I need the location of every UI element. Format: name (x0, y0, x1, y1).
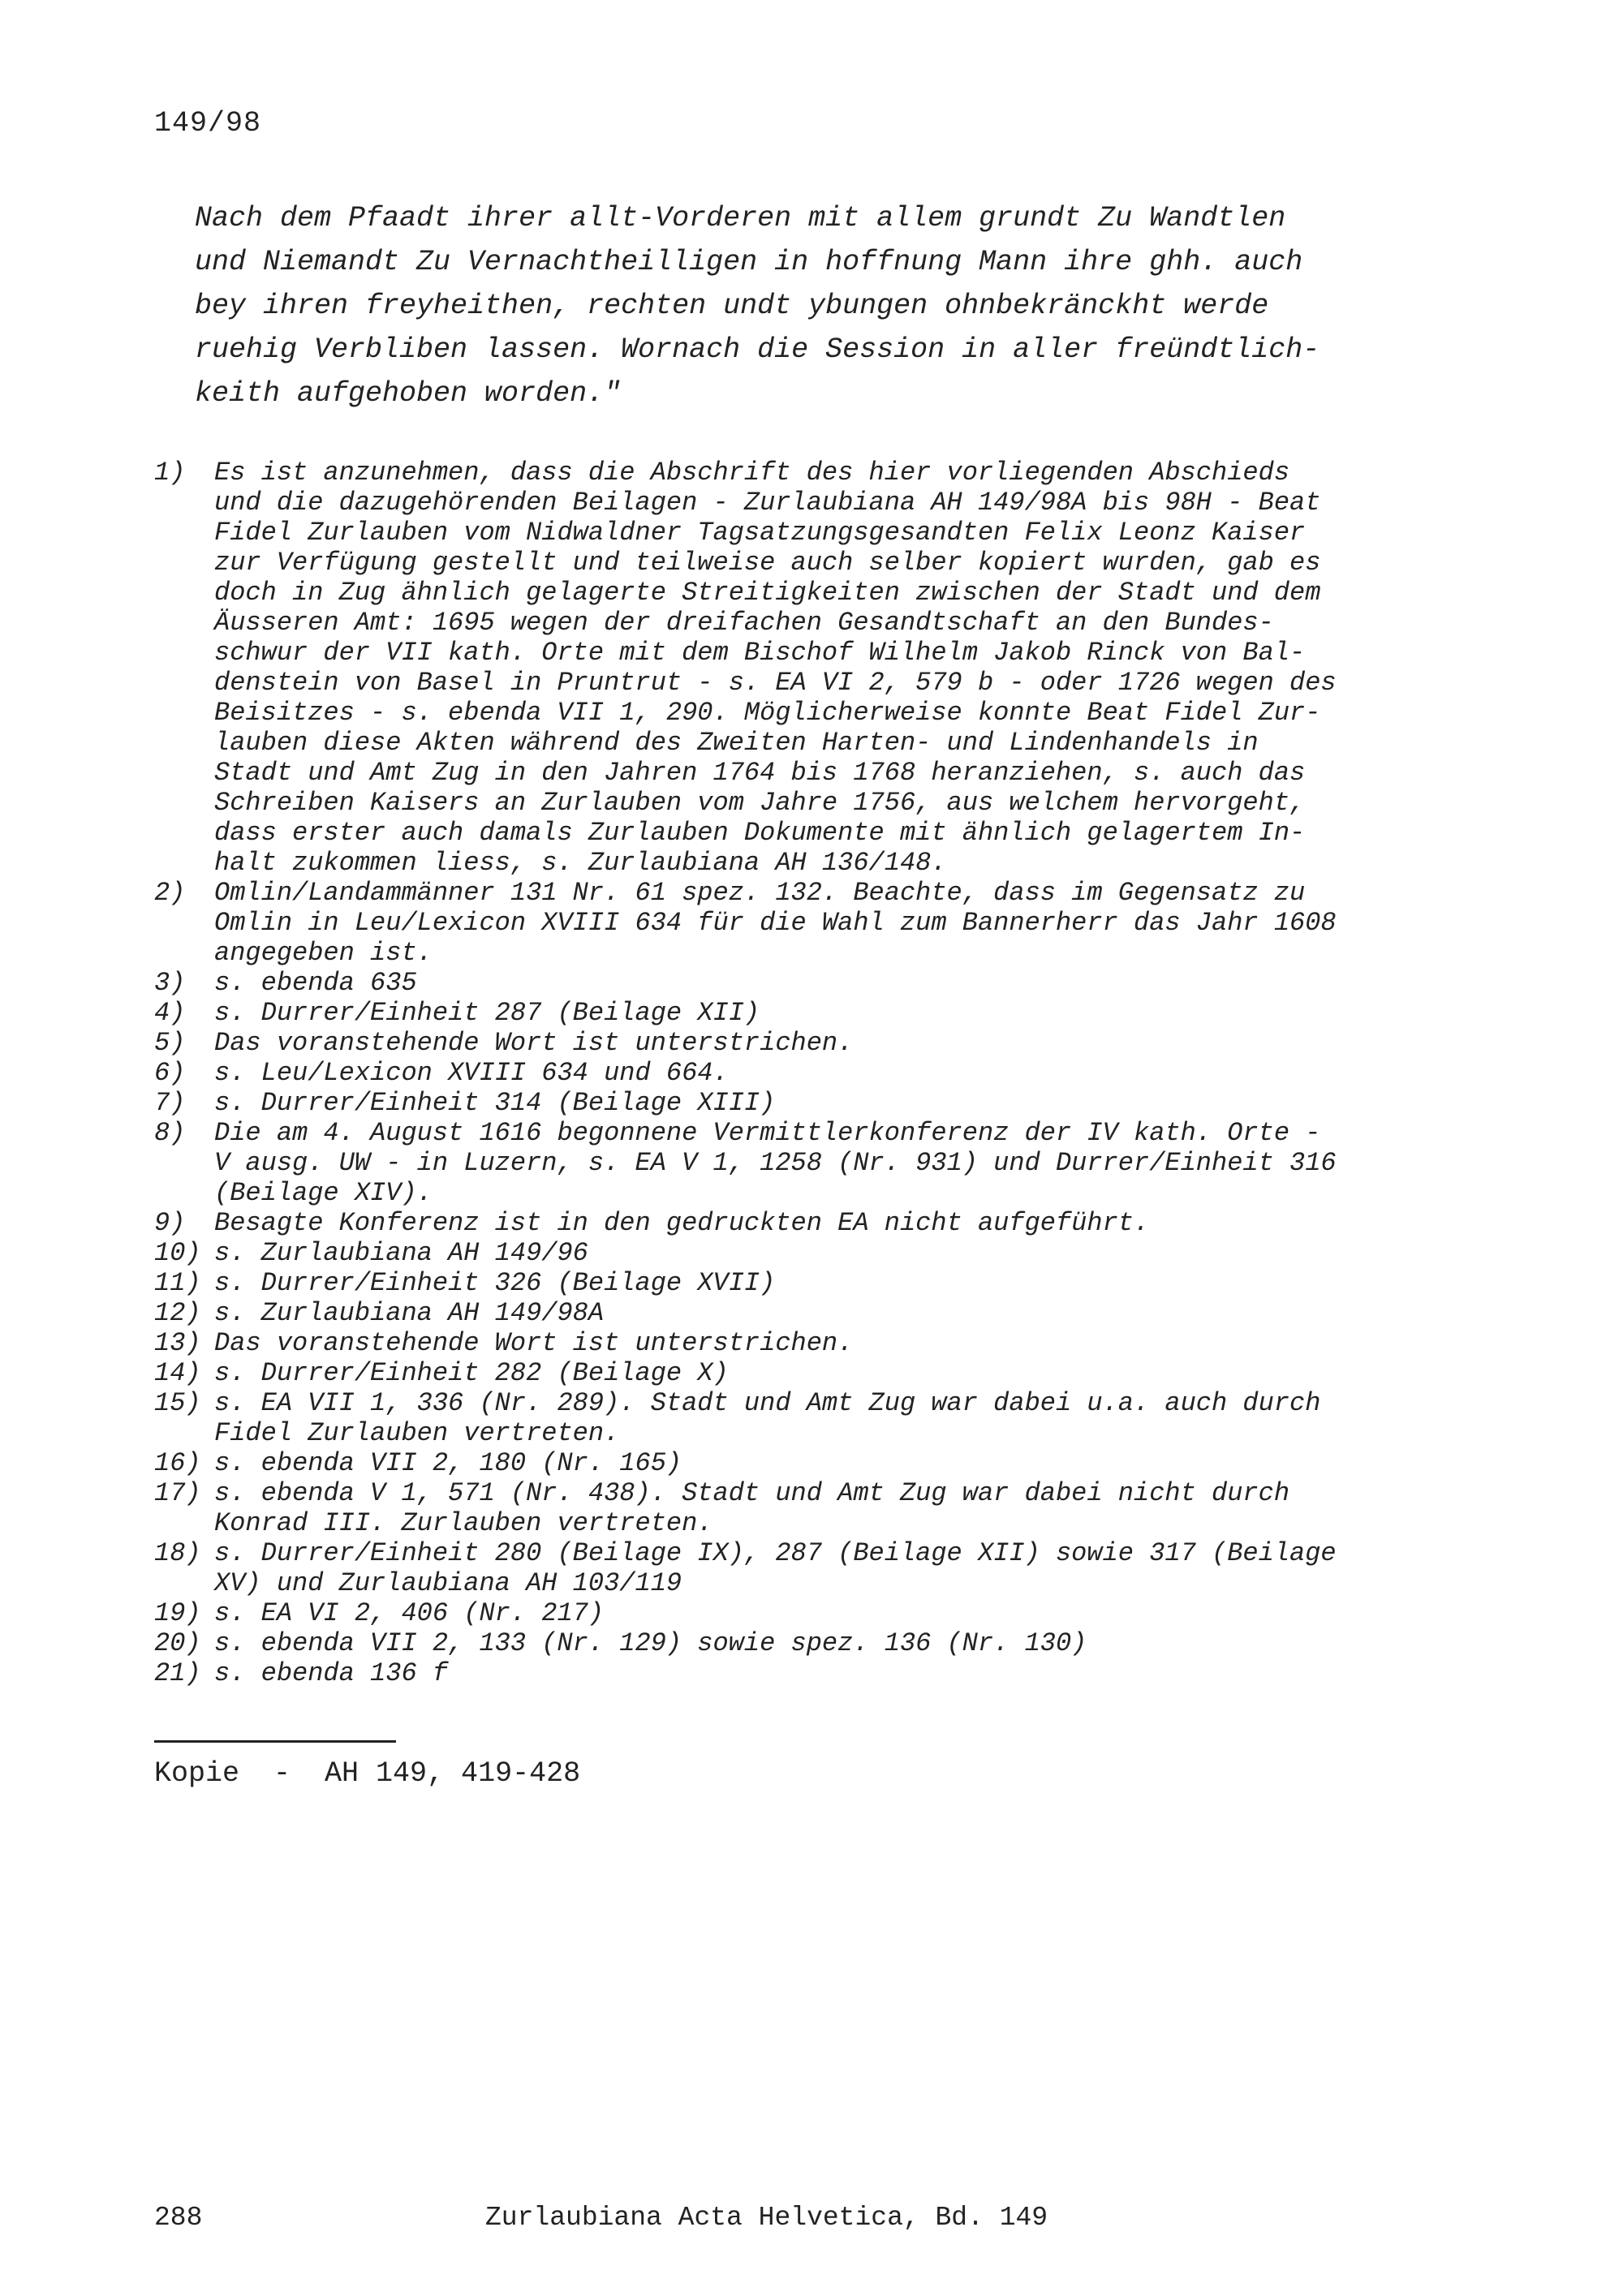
footnote-line: s. ebenda V 1, 571 (Nr. 438). Stadt und Amt Zug war dabei nicht durch (214, 1478, 1290, 1508)
footnote-line: Besagte Konferenz ist in den gedruckten EA nicht aufgeführt. (214, 1208, 1150, 1238)
footnote-text (214, 1388, 1420, 1448)
footnote-line: (Beilage XIV). (214, 1178, 433, 1208)
footnote-text (214, 1628, 1420, 1658)
footnote-item (154, 998, 1420, 1028)
footnote-item (154, 1088, 1420, 1118)
footnote-item (154, 1538, 1420, 1598)
source-note: Kopie - AH 149, 419-428 (154, 1757, 581, 1790)
footnote-text (214, 1298, 1420, 1328)
footnote-line: s. Zurlaubiana AH 149/98A (214, 1298, 605, 1328)
footnote-line: Das voranstehende Wort ist unterstrichen. (214, 1328, 854, 1358)
page-reference: 149/98 (154, 107, 262, 140)
footnote-item (154, 1478, 1420, 1538)
footnote-text (214, 1598, 1420, 1628)
footnote-text (214, 1238, 1420, 1268)
footnote-text (214, 1358, 1420, 1388)
footnote-number: 20) (154, 1628, 201, 1658)
footnote-line: V ausg. UW - in Luzern, s. EA V 1, 1258 (Nr. 931) und Durrer/Einheit 316 (214, 1148, 1337, 1178)
footnote-item (154, 1448, 1420, 1478)
footnote-line: s. Zurlaubiana AH 149/96 (214, 1238, 588, 1268)
footnote-line: zur Verfügung gestellt und teilweise auch selber kopiert wurden, gab es (214, 548, 1321, 578)
footnote-text (214, 1208, 1420, 1238)
footnote-item (154, 1058, 1420, 1088)
footnote-number: 12) (154, 1298, 201, 1328)
footnote-text (214, 1658, 1420, 1688)
footnote-line: s. Durrer/Einheit 282 (Beilage X) (214, 1358, 729, 1388)
quoted-passage (195, 196, 1428, 415)
footnote-item (154, 1598, 1420, 1628)
quote-line: ruehig Verbliben lassen. Wornach die Session in aller freündtlich- (195, 333, 1320, 366)
footnote-text (214, 1088, 1420, 1118)
footnote-text (214, 1478, 1420, 1538)
footnote-item (154, 1388, 1420, 1448)
footnote-number: 6) (154, 1058, 186, 1088)
footnote-number: 19) (154, 1598, 201, 1628)
footnote-line: Fidel Zurlauben vom Nidwaldner Tagsatzungsgesandten Felix Leonz Kaiser (214, 518, 1306, 548)
footnote-line: Äusseren Amt: 1695 wegen der dreifachen Gesandtschaft an den Bundes- (214, 608, 1274, 638)
footnote-line: und die dazugehörenden Beilagen - Zurlaubiana AH 149/98A bis 98H - Beat (214, 488, 1321, 518)
footnote-text (214, 968, 1420, 998)
footnote-line: Die am 4. August 1616 begonnene Vermittlerkonferenz der IV kath. Orte - (214, 1118, 1321, 1148)
footnote-item (154, 968, 1420, 998)
quote-line: keith aufgehoben worden." (195, 377, 622, 410)
footnote-line: s. Durrer/Einheit 280 (Beilage IX), 287 (Beilage XII) sowie 317 (Beilage (214, 1538, 1337, 1568)
footnote-line: s. Durrer/Einheit 287 (Beilage XII) (214, 998, 760, 1028)
footnote-number: 21) (154, 1658, 201, 1688)
footnote-item (154, 1628, 1420, 1658)
footnote-number: 13) (154, 1328, 201, 1358)
footnote-separator-rule (154, 1740, 396, 1743)
footnote-number: 14) (154, 1358, 201, 1388)
footnote-line: s. EA VI 2, 406 (Nr. 217) (214, 1598, 605, 1628)
footnote-number: 17) (154, 1478, 201, 1508)
footnote-line: Beisitzes - s. ebenda VII 1, 290. Möglicherweise konnte Beat Fidel Zur- (214, 698, 1321, 728)
footnote-number: 7) (154, 1088, 186, 1118)
quote-line: und Niemandt Zu Vernachtheilligen in hoffnung Mann ihre ghh. auch (195, 246, 1303, 278)
footnote-line: s. ebenda VII 2, 180 (Nr. 165) (214, 1448, 682, 1478)
footnote-text (214, 1538, 1420, 1598)
footnote-number: 10) (154, 1238, 201, 1268)
footnote-line: Stadt und Amt Zug in den Jahren 1764 bis 1768 heranziehen, s. auch das (214, 758, 1306, 788)
footnote-text (214, 1328, 1420, 1358)
footnote-text (214, 1448, 1420, 1478)
footnote-text (214, 1058, 1420, 1088)
footnote-line: schwur der VII kath. Orte mit dem Bischof Wilhelm Jakob Rinck von Bal- (214, 638, 1306, 668)
footnote-text (214, 878, 1420, 968)
footnote-line: Omlin in Leu/Lexicon XVIII 634 für die Wahl zum Bannerherr das Jahr 1608 (214, 908, 1337, 938)
footnote-line: s. ebenda VII 2, 133 (Nr. 129) sowie spez. 136 (Nr. 130) (214, 1628, 1087, 1658)
footnote-line: doch in Zug ähnlich gelagerte Streitigkeiten zwischen der Stadt und dem (214, 578, 1321, 608)
footnote-item (154, 1298, 1420, 1328)
footnote-item (154, 1658, 1420, 1688)
footnote-line: denstein von Basel in Pruntrut - s. EA VI 2, 579 b - oder 1726 wegen des (214, 668, 1337, 698)
footnote-line: XV) und Zurlaubiana AH 103/119 (214, 1568, 682, 1598)
footnote-item (154, 1118, 1420, 1208)
footnote-line: s. ebenda 635 (214, 968, 417, 998)
footnote-line: lauben diese Akten während des Zweiten Harten- und Lindenhandels in (214, 728, 1259, 758)
footnote-text (214, 1028, 1420, 1058)
footnote-text (214, 458, 1420, 878)
footnote-text (214, 1118, 1420, 1208)
footnote-number: 15) (154, 1388, 201, 1418)
footer-publication-title: Zurlaubiana Acta Helvetica, Bd. 149 (485, 2203, 1048, 2233)
footnote-item (154, 458, 1420, 878)
footnote-line: Omlin/Landammänner 131 Nr. 61 spez. 132. Beachte, dass im Gegensatz zu (214, 878, 1306, 908)
footnote-line: s. Leu/Lexicon XVIII 634 und 664. (214, 1058, 729, 1088)
footnote-item (154, 1328, 1420, 1358)
footnote-number: 9) (154, 1208, 186, 1238)
footnote-line: Es ist anzunehmen, dass die Abschrift des hier vorliegenden Abschieds (214, 458, 1290, 488)
footnote-number: 11) (154, 1268, 201, 1298)
footnote-number: 3) (154, 968, 186, 998)
footnote-line: angegeben ist. (214, 938, 433, 968)
footnote-number: 5) (154, 1028, 186, 1058)
footnote-text (214, 998, 1420, 1028)
footnote-item (154, 878, 1420, 968)
footnote-item (154, 1358, 1420, 1388)
footnote-number: 8) (154, 1118, 186, 1148)
footnote-number: 1) (154, 458, 186, 488)
footnote-number: 4) (154, 998, 186, 1028)
quote-line: Nach dem Pfaadt ihrer allt-Vorderen mit allem grundt Zu Wandtlen (195, 202, 1286, 234)
quote-line: bey ihren freyheithen, rechten undt ybungen ohnbekränckht werde (195, 290, 1269, 322)
footnote-line: s. Durrer/Einheit 314 (Beilage XIII) (214, 1088, 776, 1118)
footnote-line: Konrad III. Zurlauben vertreten. (214, 1508, 713, 1538)
footnote-line: Das voranstehende Wort ist unterstrichen. (214, 1028, 854, 1058)
footnote-item (154, 1238, 1420, 1268)
footnote-number: 16) (154, 1448, 201, 1478)
footnote-line: Fidel Zurlauben vertreten. (214, 1418, 620, 1448)
footnotes-list (154, 458, 1420, 1688)
footnote-line: dass erster auch damals Zurlauben Dokumente mit ähnlich gelagertem In- (214, 818, 1306, 848)
footnote-line: s. ebenda 136 f (214, 1658, 449, 1688)
footnote-number: 18) (154, 1538, 201, 1568)
footnote-item (154, 1208, 1420, 1238)
footnote-number: 2) (154, 878, 186, 908)
footnote-text (214, 1268, 1420, 1298)
footnote-line: s. EA VII 1, 336 (Nr. 289). Stadt und Amt Zug war dabei u.a. auch durch (214, 1388, 1321, 1418)
footnote-line: halt zukommen liess, s. Zurlaubiana AH 136/148. (214, 848, 947, 878)
footnote-line: Schreiben Kaisers an Zurlauben vom Jahre 1756, aus welchem hervorgeht, (214, 788, 1306, 818)
footnote-item (154, 1028, 1420, 1058)
footnote-line: s. Durrer/Einheit 326 (Beilage XVII) (214, 1268, 776, 1298)
footer-page-number: 288 (154, 2203, 203, 2233)
footnote-item (154, 1268, 1420, 1298)
